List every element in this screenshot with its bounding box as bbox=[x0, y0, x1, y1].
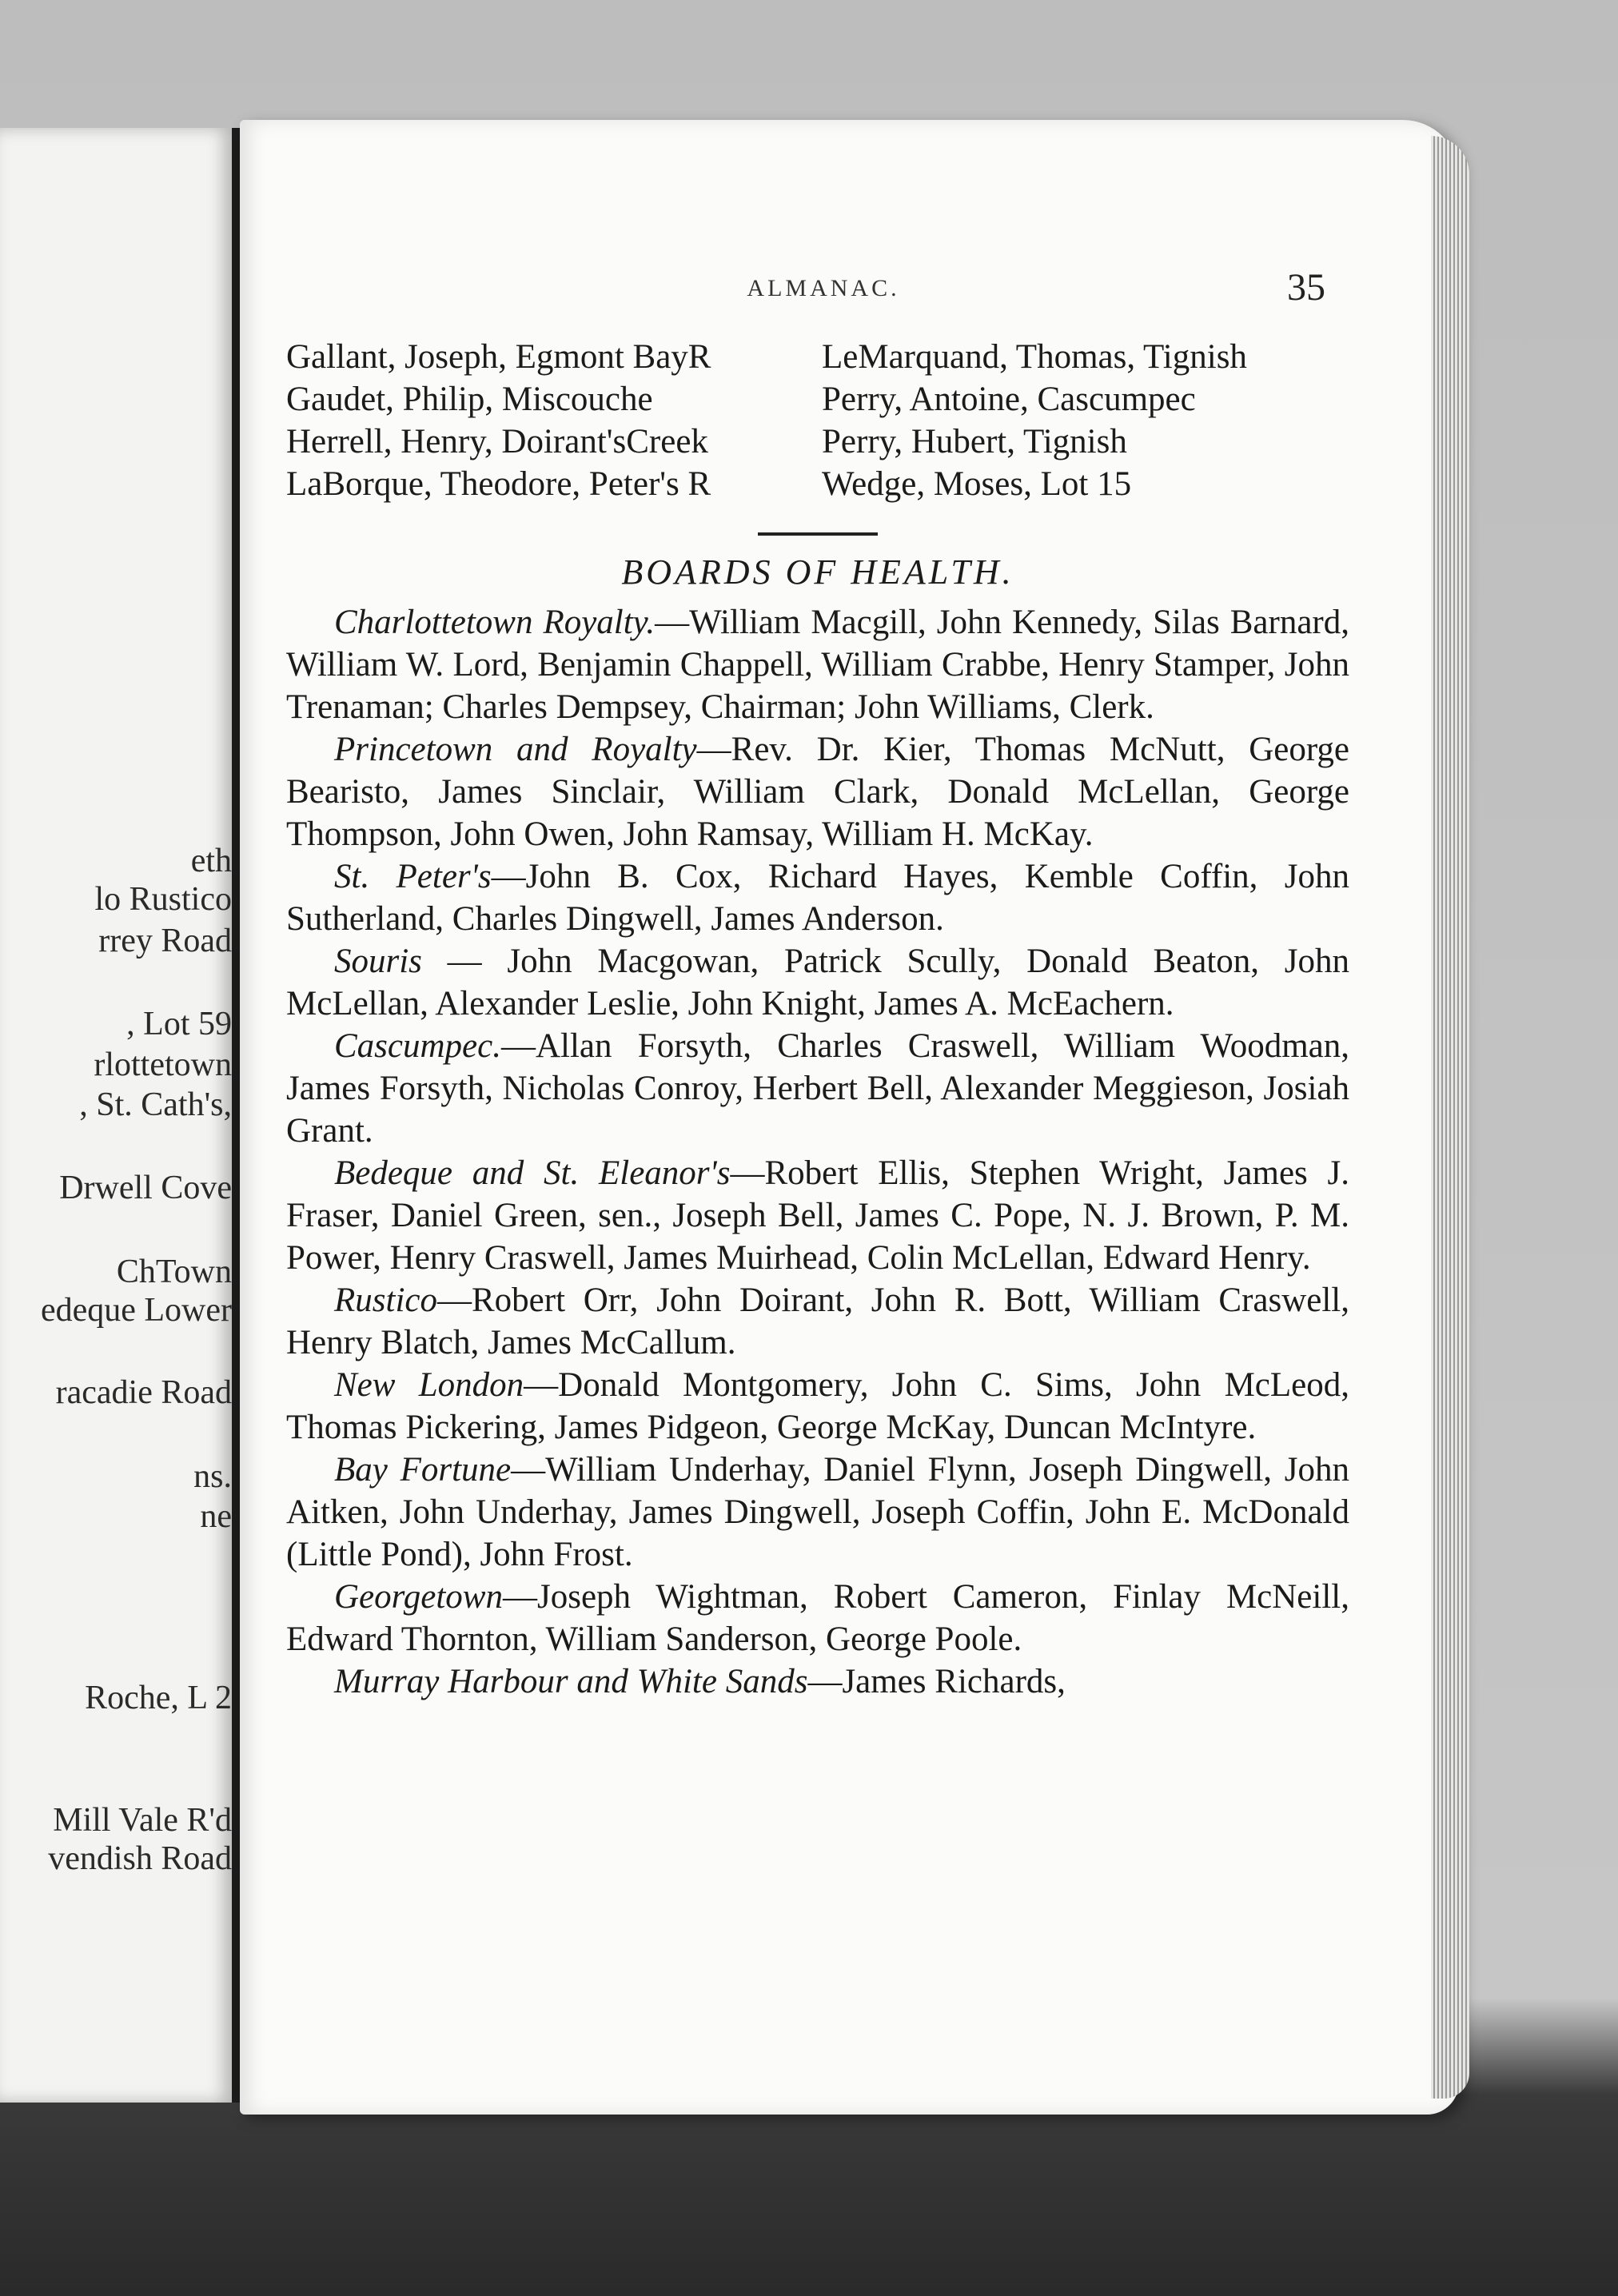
board-members: —William Underhay, Daniel Flynn, Joseph Dingwell, John Aitken, John Underhay, James Dingwell, Joseph Coffin, John E. McDonald (Little Pond), John Frost. bbox=[286, 1451, 1350, 1573]
list-entry: LaBorque, Theodore, Peter's R bbox=[286, 465, 711, 503]
page-edge bbox=[1431, 136, 1469, 2099]
running-title: ALMANAC. bbox=[747, 275, 900, 301]
board-members: —Joseph Wightman, Robert Cameron, Finlay McNeill, Edward Thornton, William Sanderson, George Poole. bbox=[286, 1578, 1349, 1658]
list-entry: Herrell, Henry, Doirant'sCreek bbox=[286, 423, 708, 460]
list-row bbox=[286, 336, 1349, 378]
board-entry bbox=[286, 1449, 1349, 1576]
list-row bbox=[286, 378, 1349, 421]
board-members: —John B. Cox, Richard Hayes, Kemble Coffin, John Sutherland, Charles Dingwell, James Anderson. bbox=[286, 858, 1349, 938]
facing-page-line: Mill Vale R'd bbox=[53, 1802, 232, 1839]
board-members: —Robert Ellis, Stephen Wright, James J. Fraser, Daniel Green, sen., Joseph Bell, James C. Pope, N. J. Brown, P. M. Power, Henry Craswell, James Muirhead, Colin McLellan, Edward Henry. bbox=[286, 1154, 1349, 1277]
facing-page-line: lo Rustico bbox=[94, 881, 232, 918]
board-place: Princetown and Royalty bbox=[334, 731, 697, 768]
board-entry bbox=[286, 1660, 1349, 1703]
facing-page-line: Drwell Cove bbox=[59, 1170, 232, 1206]
board-place: Charlottetown Royalty. bbox=[334, 604, 656, 641]
board-entry bbox=[286, 1152, 1349, 1279]
board-entry bbox=[286, 1279, 1349, 1364]
board-place: Bay Fortune bbox=[334, 1451, 512, 1489]
list-entry: Perry, Hubert, Tignish bbox=[822, 423, 1127, 460]
section-title: BOARDS OF HEALTH. bbox=[621, 552, 1014, 592]
list-entry: Perry, Antoine, Cascumpec bbox=[822, 381, 1196, 418]
facing-page-line: ns. bbox=[193, 1458, 232, 1495]
board-entry bbox=[286, 855, 1349, 940]
section-divider bbox=[758, 532, 878, 536]
board-entry bbox=[286, 940, 1349, 1025]
board-entry bbox=[286, 1576, 1349, 1660]
page-number: 35 bbox=[1287, 266, 1325, 309]
page-header bbox=[240, 265, 1407, 309]
facing-page-line: , St. Cath's, bbox=[79, 1086, 232, 1123]
board-entry bbox=[286, 728, 1349, 855]
board-members: —Donald Montgomery, John C. Sims, John McLeod, Thomas Pickering, James Pidgeon, George McKay, Duncan McIntyre. bbox=[286, 1366, 1349, 1446]
board-members: —Allan Forsyth, Charles Craswell, William Woodman, James Forsyth, Nicholas Conroy, Herbert Bell, Alexander Meggieson, Josiah Grant. bbox=[286, 1027, 1349, 1150]
board-entry bbox=[286, 1364, 1349, 1449]
book-gutter bbox=[232, 128, 240, 2103]
board-place: St. Peter's bbox=[334, 858, 492, 895]
facing-page-line: rlottetown bbox=[94, 1046, 232, 1083]
list-entry: Gaudet, Philip, Miscouche bbox=[286, 381, 653, 418]
facing-page-line: edeque Lower bbox=[40, 1292, 232, 1329]
facing-page-line: rrey Road bbox=[98, 923, 232, 959]
list-entry: Gallant, Joseph, Egmont BayR bbox=[286, 338, 711, 376]
list-row bbox=[286, 421, 1349, 463]
board-place: Rustico bbox=[334, 1282, 437, 1319]
list-entry: Wedge, Moses, Lot 15 bbox=[822, 465, 1132, 503]
board-entry bbox=[286, 601, 1349, 728]
facing-page-line: , Lot 59 bbox=[126, 1006, 232, 1042]
board-place: Souris bbox=[334, 943, 422, 980]
board-place: New London bbox=[334, 1366, 524, 1404]
board-place: Cascumpec. bbox=[334, 1027, 501, 1065]
board-members: —William Macgill, John Kennedy, Silas Barnard, William W. Lord, Benjamin Chappell, William Crabbe, Henry Stamper, John Trenaman; Charles Dempsey, Chairman; John Williams, Clerk. bbox=[286, 604, 1349, 726]
facing-page-line: vendish Road bbox=[48, 1840, 232, 1877]
facing-page-line: racadie Road bbox=[55, 1374, 232, 1411]
list-row bbox=[286, 463, 1349, 505]
facing-page-line: Roche, L 2 bbox=[85, 1680, 232, 1716]
board-members: —Robert Orr, John Doirant, John R. Bott, William Craswell, Henry Blatch, James McCallum. bbox=[286, 1282, 1349, 1361]
list-entry: LeMarquand, Thomas, Tignish bbox=[822, 338, 1247, 376]
page-body bbox=[286, 336, 1349, 1703]
facing-page-line: eth bbox=[190, 843, 232, 879]
board-members: — John Macgowan, Patrick Scully, Donald Beaton, John McLellan, Alexander Leslie, John Knight, James A. McEachern. bbox=[286, 943, 1349, 1022]
board-members: —Rev. Dr. Kier, Thomas McNutt, George Bearisto, James Sinclair, William Clark, Donald McLellan, George Thompson, John Owen, John Ramsay, William H. McKay. bbox=[286, 731, 1349, 853]
name-list bbox=[286, 336, 1349, 505]
board-place: Georgetown bbox=[334, 1578, 503, 1616]
board-place: Bedeque and St. Eleanor's bbox=[334, 1154, 731, 1192]
board-members: —James Richards, bbox=[807, 1663, 1066, 1700]
board-entry bbox=[286, 1025, 1349, 1152]
facing-page-line: ChTown bbox=[116, 1254, 232, 1290]
board-place: Murray Harbour and White Sands bbox=[334, 1663, 808, 1700]
facing-page-line: ne bbox=[200, 1498, 232, 1535]
